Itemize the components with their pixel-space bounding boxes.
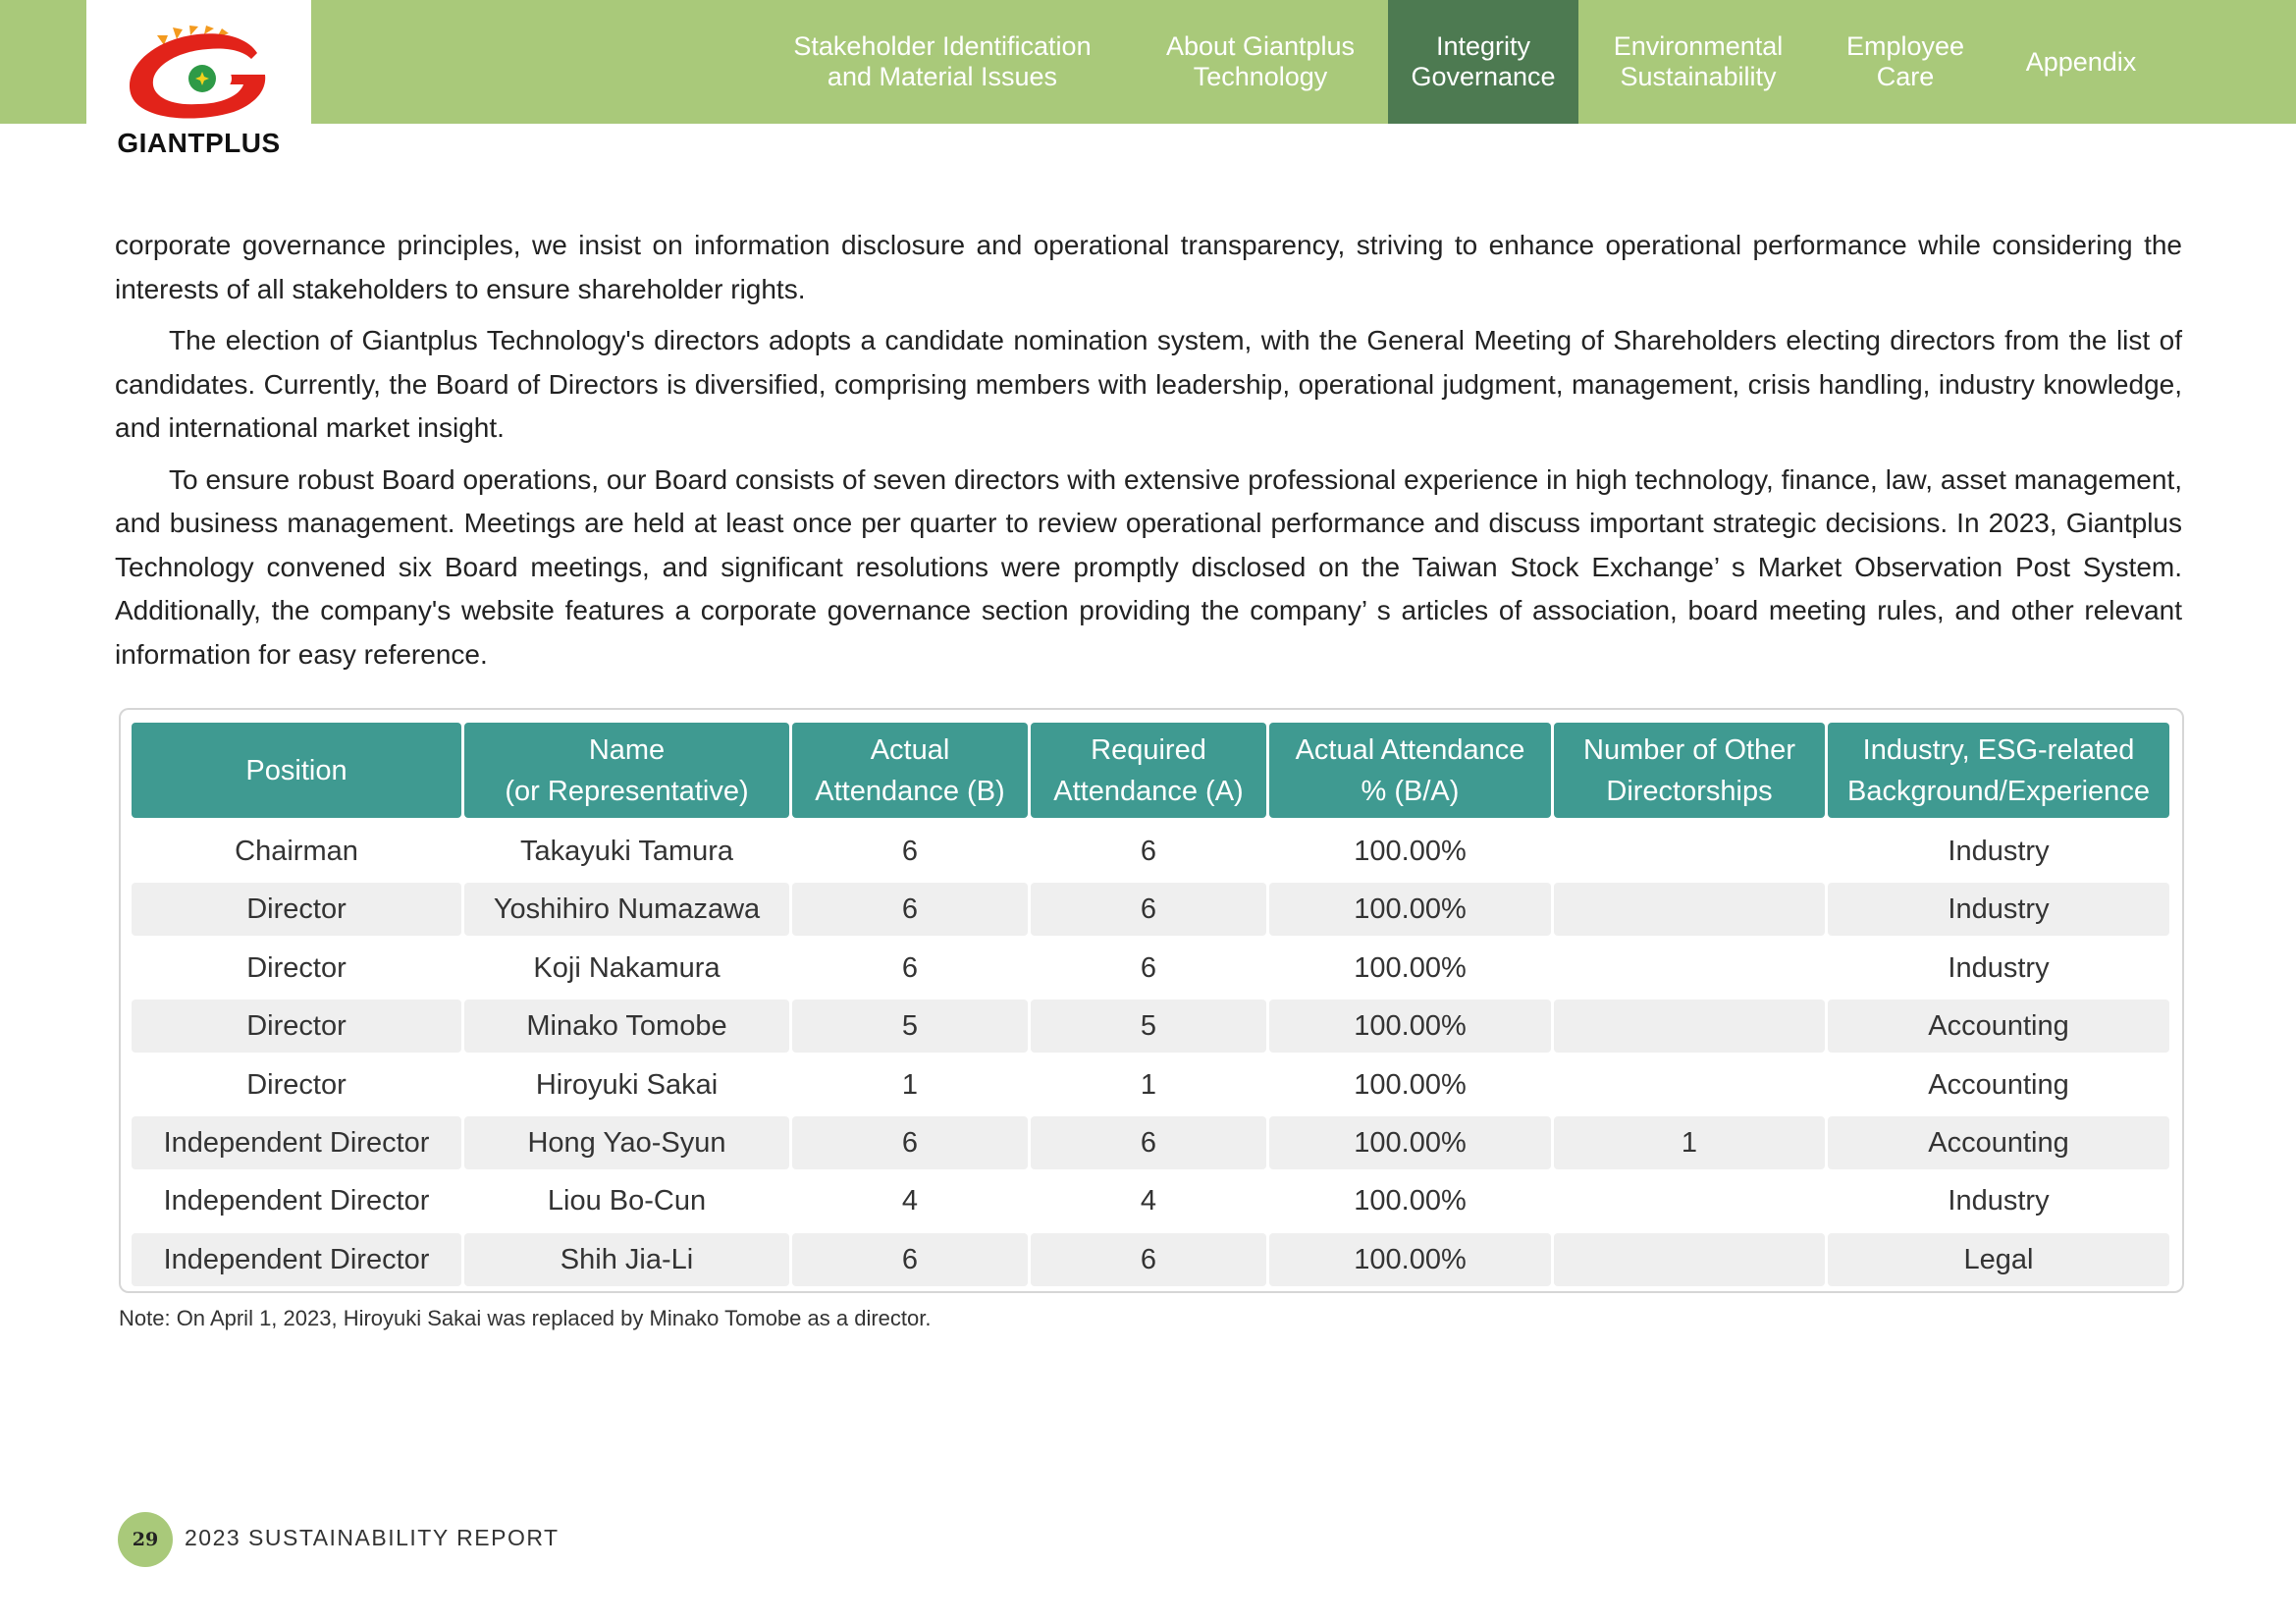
table-cell: 100.00% <box>1269 883 1551 936</box>
table-cell: Koji Nakamura <box>533 951 721 984</box>
nav-label-line2: Technology <box>1193 62 1328 91</box>
table-cell: Minako Tomobe <box>464 1000 789 1053</box>
paragraph-2: The election of Giantplus Technology's directors adopts a candidate nomination system, with the General Meeting of Shareholders electing directors from the list of candidates. Currently, the Board of Directors is diversified, comprising members with leadership, operational judgment, management, crisis handling, industry knowledge, and international market insight. <box>115 325 2182 443</box>
table-cell: 1 <box>1554 1116 1825 1169</box>
paragraph-3: To ensure robust Board operations, our Board consists of seven directors with extensive professional experience in high technology, finance, law, asset management, and business management. Meetings are held at least once per quarter to review operational performance and discuss important strategic decisions. In 2023, Giantplus Technology convened six Board meetings, and significant resolutions were promptly disclosed on the Taiwan Stock Exchange’ s Market Observation Post System. Additionally, the company's website features a corporate governance section providing the company’ s articles of association, board meeting rules, and other relevant information for easy reference. <box>115 463 2182 670</box>
table-cell: Hiroyuki Sakai <box>535 1068 719 1101</box>
table-cell: Accounting <box>1828 1000 2169 1053</box>
table-cell <box>1554 1058 1825 1111</box>
header-line2: Directorships <box>1606 775 1773 807</box>
nav-label-line1: Employee <box>1845 31 1965 61</box>
table-cell: Takayuki Tamura <box>519 835 734 867</box>
table-cell: 100.00% <box>1269 1233 1551 1286</box>
table-cell: 100.00% <box>1354 835 1467 867</box>
header-line1: Required <box>1091 733 1206 766</box>
table-cell: 6 <box>792 1233 1028 1286</box>
nav-label-line2: Governance <box>1411 62 1556 91</box>
table-header-cell <box>1269 723 1551 818</box>
table-cell: Shih Jia-Li <box>464 1233 789 1286</box>
table-cell: Independent Director <box>132 1233 461 1286</box>
nav-label-line1: About Giantplus <box>1165 31 1356 61</box>
header-line2: Attendance (B) <box>815 775 1005 807</box>
header-line1: Number of Other <box>1583 733 1795 766</box>
table-cell: Yoshihiro Numazawa <box>464 883 789 936</box>
header-line1: Actual <box>870 733 950 766</box>
table-cell: 5 <box>1031 1000 1266 1053</box>
header-line1: Industry, ESG-related <box>1862 733 2135 766</box>
table-header-cell <box>1828 723 2169 818</box>
table-cell: 100.00% <box>1354 951 1467 984</box>
table-cell: 1 <box>901 1068 919 1101</box>
table-cell: Independent Director <box>163 1184 430 1217</box>
table-note: Note: On April 1, 2023, Hiroyuki Sakai was replaced by Minako Tomobe as a director. <box>119 1306 932 1330</box>
table-cell: Director <box>132 1000 461 1053</box>
logo[interactable] <box>86 0 311 167</box>
table-header-cell <box>1554 723 1825 818</box>
table-cell: 100.00% <box>1354 1068 1467 1101</box>
table-header-cell <box>464 723 789 818</box>
table-cell: 6 <box>901 835 919 867</box>
table-cell: 6 <box>1140 951 1157 984</box>
nav-label-line1: Appendix <box>2025 46 2137 77</box>
table-cell: 6 <box>901 951 919 984</box>
table-cell: Industry <box>1948 1184 2050 1217</box>
table-header-cell <box>792 723 1028 818</box>
nav-tab-environmental[interactable] <box>1592 0 1804 124</box>
table-cell: Industry <box>1948 951 2050 984</box>
table-cell: 5 <box>792 1000 1028 1053</box>
table-cell: Industry <box>1948 835 2050 867</box>
table-cell: 1 <box>1140 1068 1157 1101</box>
table-cell: Chairman <box>235 835 358 867</box>
nav-tab-about[interactable] <box>1139 0 1382 124</box>
table-cell: 4 <box>1140 1184 1157 1217</box>
table-cell: 100.00% <box>1354 1184 1467 1217</box>
nav-tab-integrity-governance[interactable] <box>1388 0 1578 124</box>
table-cell: Legal <box>1828 1233 2169 1286</box>
table-cell: Hong Yao-Syun <box>464 1116 789 1169</box>
table-cell: 6 <box>1031 1116 1266 1169</box>
header-line2: (or Representative) <box>505 775 749 807</box>
table-cell <box>1554 1233 1825 1286</box>
nav-label-line2: and Material Issues <box>827 62 1058 91</box>
nav-label-line1: Stakeholder Identification <box>793 31 1092 61</box>
table-cell: Industry <box>1828 883 2169 936</box>
table-cell <box>1554 883 1825 936</box>
table-cell: 6 <box>1031 1233 1266 1286</box>
table-header-cell <box>1031 723 1266 818</box>
table-cell: 4 <box>901 1184 919 1217</box>
nav-label-line1: Environmental <box>1613 31 1784 61</box>
header-line2: Background/Experience <box>1847 775 2150 807</box>
nav-tab-stakeholder[interactable] <box>775 0 1109 124</box>
header-line2: % (B/A) <box>1361 775 1460 807</box>
table-cell: Director <box>246 951 347 984</box>
table-cell: Liou Bo-Cun <box>547 1184 707 1217</box>
nav-tab-employee-care[interactable] <box>1822 0 1989 124</box>
nav-label-line2: Sustainability <box>1620 62 1777 91</box>
nav-label-line2: Care <box>1876 62 1935 91</box>
header-line2: Attendance (A) <box>1053 775 1244 807</box>
table-cell <box>1554 1000 1825 1053</box>
giantplus-logo-icon <box>118 26 279 124</box>
nav-tab-appendix[interactable] <box>2002 0 2160 124</box>
table-header-cell <box>132 723 461 818</box>
table-cell: 100.00% <box>1269 1000 1551 1053</box>
header-line1: Actual Attendance <box>1295 733 1525 766</box>
table-cell: 6 <box>792 1116 1028 1169</box>
table-cell <box>1554 825 1825 878</box>
table-cell <box>1554 1174 1825 1227</box>
table-cell: 6 <box>1031 883 1266 936</box>
table-cell: Accounting <box>1828 1116 2169 1169</box>
table-cell: 100.00% <box>1269 1116 1551 1169</box>
table-cell <box>1554 942 1825 995</box>
table-cell: 6 <box>1140 835 1157 867</box>
page-number: 29 <box>118 1512 173 1567</box>
table-cell: 6 <box>792 883 1028 936</box>
table-cell: Independent Director <box>132 1116 461 1169</box>
body-text <box>115 224 2182 684</box>
header-line1: Position <box>245 754 347 786</box>
table-cell: Director <box>246 1068 347 1101</box>
table-cell: Director <box>132 883 461 936</box>
header-line1: Name <box>588 733 666 766</box>
table-cell: Accounting <box>1928 1068 2069 1101</box>
report-title: 2023 SUSTAINABILITY REPORT <box>185 1525 560 1550</box>
paragraph-1: corporate governance principles, we insist on information disclosure and operational transparency, striving to enhance operational performance while considering the interests of all stakeholders to ensure shareholder rights. <box>115 230 2182 304</box>
logo-text: GIANTPLUS <box>117 128 281 158</box>
nav-label-line1: Integrity <box>1435 31 1531 61</box>
